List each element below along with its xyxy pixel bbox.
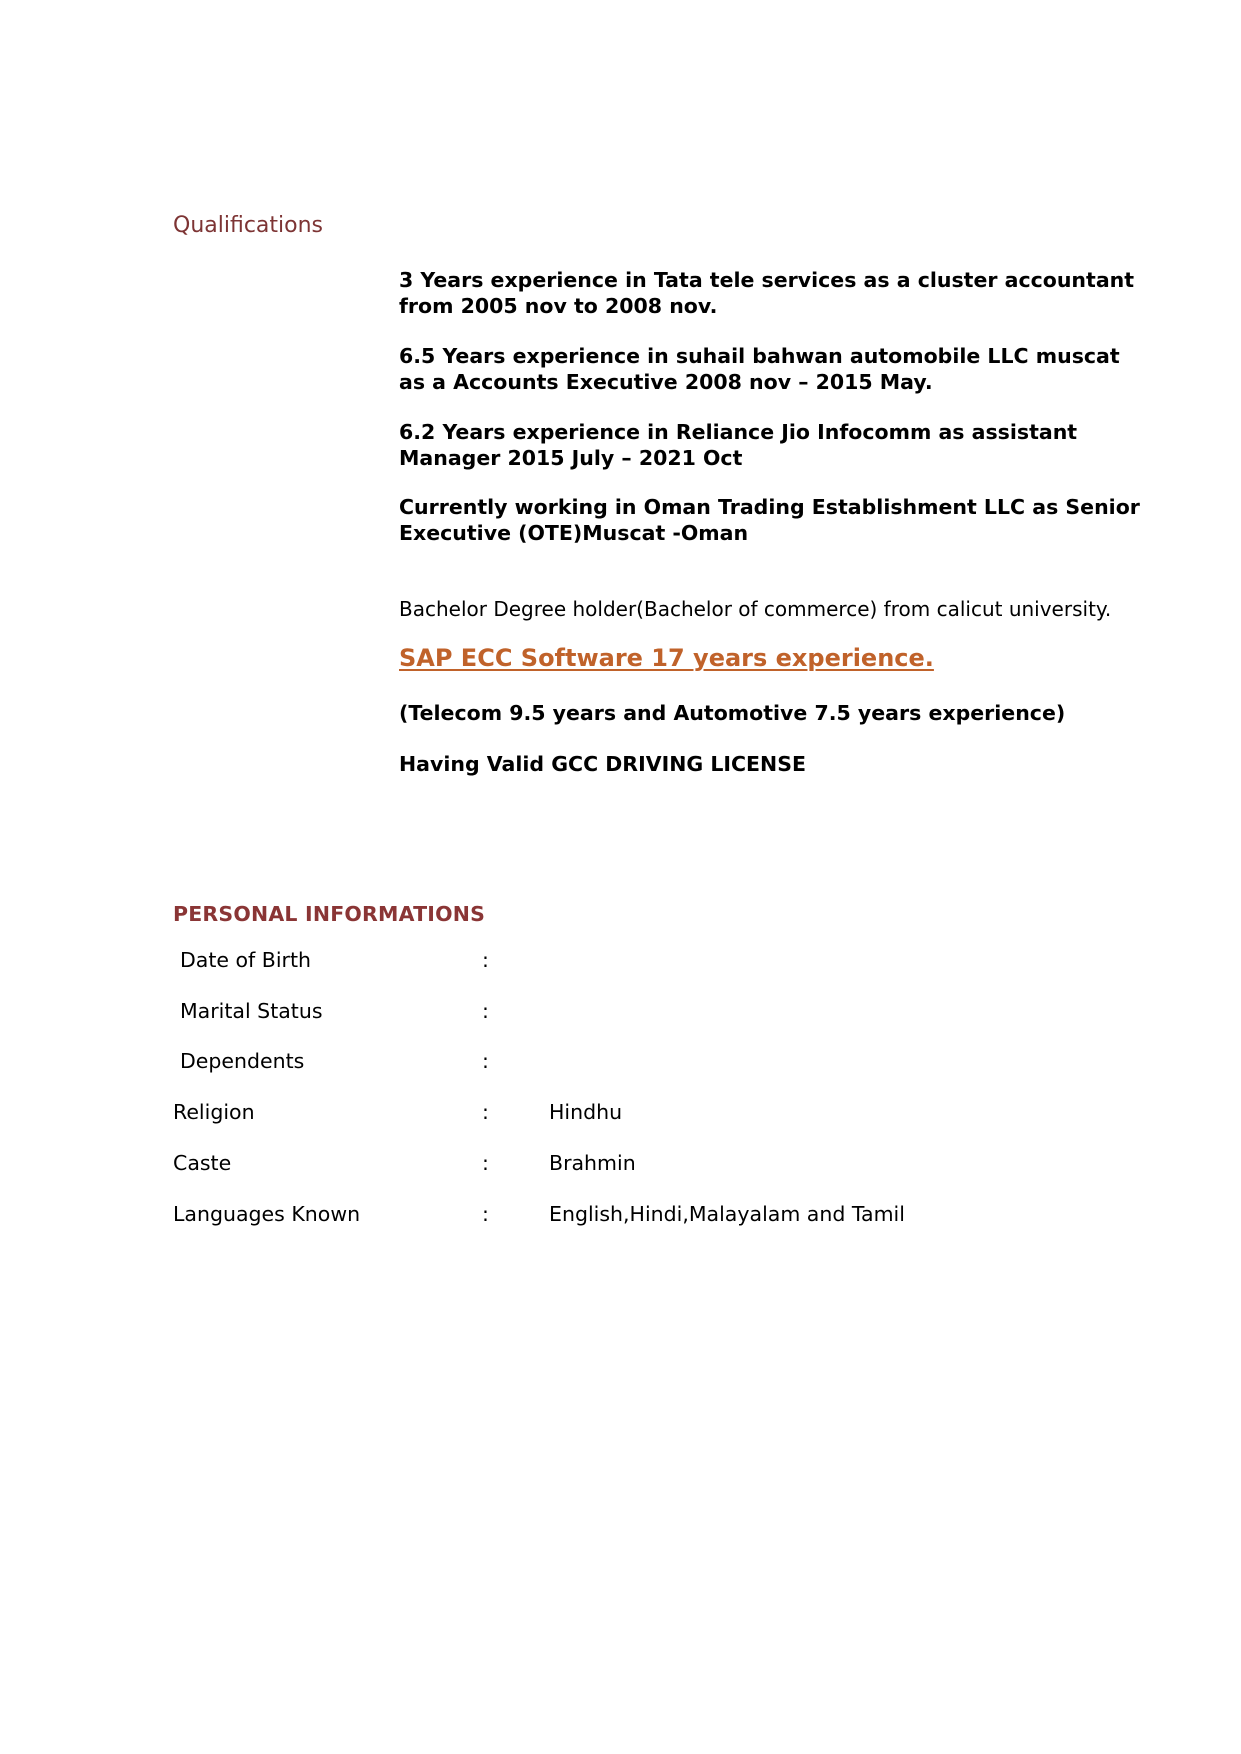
experience-line: from 2005 nov to 2008 nov. (399, 294, 718, 318)
info-row-dependents (173, 1047, 1073, 1075)
sap-experience-highlight: SAP ECC Software 17 years experience. (399, 644, 934, 672)
info-value: English,Hindi,Malayalam and Tamil (549, 1202, 905, 1226)
info-colon: : (482, 1100, 489, 1124)
experience-line: Currently working in Oman Trading Establishment LLC as Senior (399, 495, 1140, 519)
experience-line: Executive (OTE)Muscat -Oman (399, 521, 749, 545)
experience-line: 6.5 Years experience in suhail bahwan automobile LLC muscat (399, 344, 1120, 368)
info-value: Hindhu (549, 1100, 623, 1124)
experience-item (399, 343, 1189, 395)
info-colon: : (482, 1049, 489, 1073)
info-value: Brahmin (549, 1151, 636, 1175)
info-row-caste (173, 1149, 1073, 1177)
experience-item (399, 267, 1189, 319)
education-text: Bachelor Degree holder(Bachelor of commerce) from calicut university. (399, 597, 1112, 621)
info-label: Date of Birth (180, 948, 312, 972)
info-row-date-of-birth (173, 946, 1073, 974)
experience-line: 6.2 Years experience in Reliance Jio Infocomm as assistant (399, 420, 1078, 444)
industry-split-text: (Telecom 9.5 years and Automotive 7.5 years experience) (399, 701, 1066, 725)
info-label: Dependents (180, 1049, 305, 1073)
info-row-marital-status (173, 997, 1073, 1025)
experience-line: Manager 2015 July – 2021 Oct (399, 446, 743, 470)
experience-item (399, 494, 1189, 546)
experience-item (399, 419, 1189, 471)
info-label: Caste (173, 1151, 232, 1175)
info-colon: : (482, 1151, 489, 1175)
qualifications-heading: Qualifications (173, 213, 324, 238)
driving-license-text: Having Valid GCC DRIVING LICENSE (399, 752, 806, 776)
experience-line: as a Accounts Executive 2008 nov – 2015 May. (399, 370, 933, 394)
info-label: Religion (173, 1100, 255, 1124)
experience-line: 3 Years experience in Tata tele services as a cluster accountant (399, 268, 1135, 292)
info-colon: : (482, 1202, 489, 1226)
info-label: Marital Status (180, 999, 323, 1023)
personal-info-heading: PERSONAL INFORMATIONS (173, 902, 486, 926)
info-row-religion (173, 1098, 1073, 1126)
info-colon: : (482, 948, 489, 972)
info-row-languages-known (173, 1200, 1073, 1228)
info-colon: : (482, 999, 489, 1023)
info-label: Languages Known (173, 1202, 361, 1226)
